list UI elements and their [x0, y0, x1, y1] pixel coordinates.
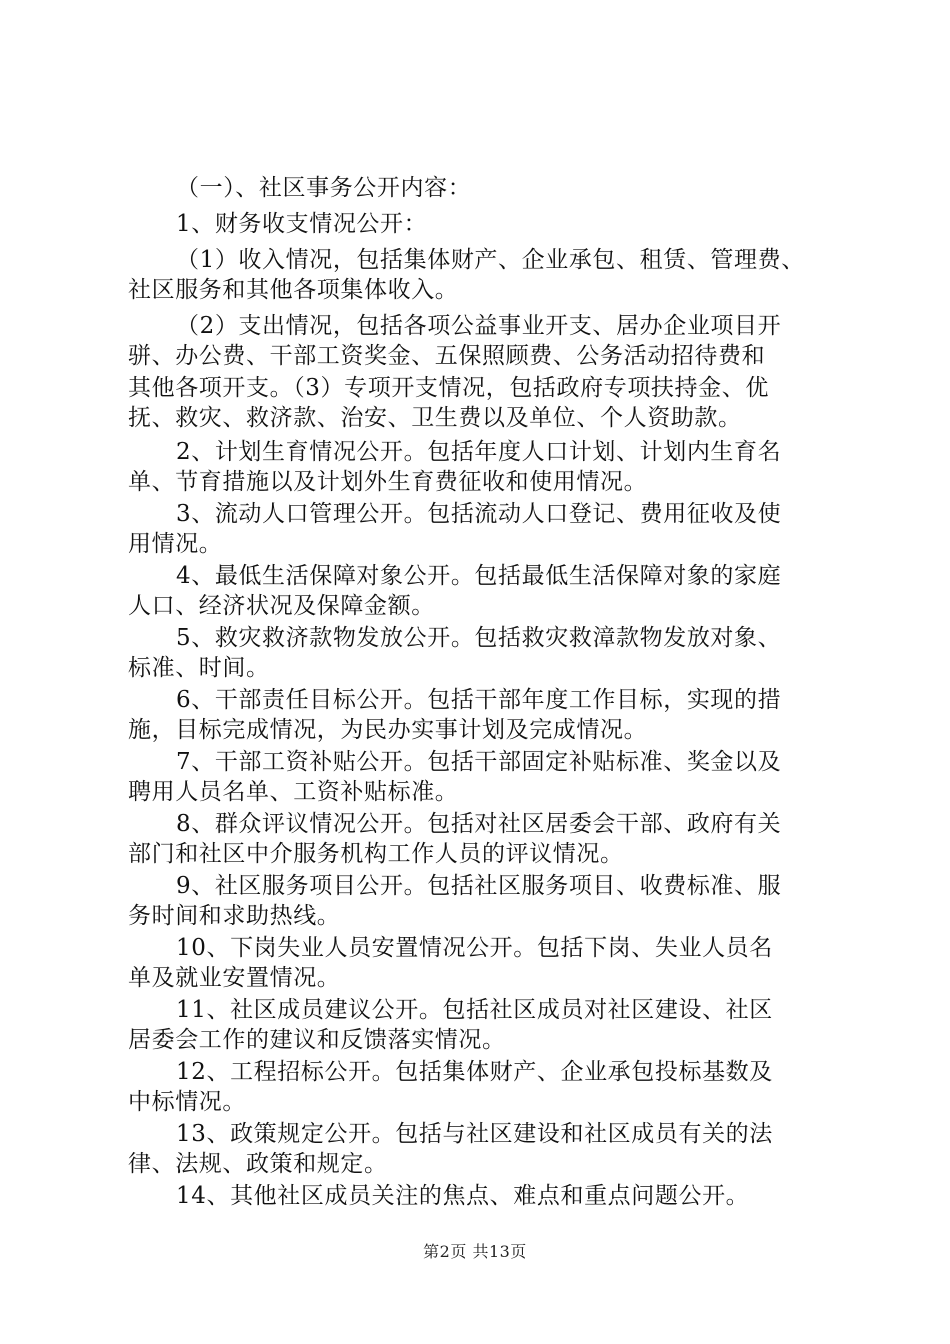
paragraph-line: 律、法规、政策和规定。: [128, 1151, 388, 1177]
paragraph-line: 9、社区服务项目公开。包括社区服务项目、收费标准、服: [176, 873, 782, 899]
paragraph-line: 2、计划生育情况公开。包括年度人口计划、计划内生育名: [176, 439, 782, 465]
paragraph-line: 4、最低生活保障对象公开。包括最低生活保障对象的家庭: [176, 563, 782, 589]
paragraph-line: 12、工程招标公开。包括集体财产、企业承包投标基数及: [176, 1059, 773, 1085]
paragraph-line: 抚、救灾、救济款、治安、卫生费以及单位、个人资助款。: [128, 405, 742, 431]
paragraph-line: 社区服务和其他各项集体收入。: [128, 277, 459, 303]
paragraph-line: 骈、办公费、干部工资奖金、五保照顾费、公务活动招待费和: [128, 343, 766, 369]
paragraph-line: 其他各项开支。（3）专项开支情况，包括政府专项扶持金、优: [128, 375, 769, 401]
paragraph-line: 聘用人员名单、工资补贴标准。: [128, 779, 459, 805]
paragraph-line: 8、群众评议情况公开。包括对社区居委会干部、政府有关: [176, 811, 782, 837]
paragraph-line: 用情况。: [128, 531, 223, 557]
paragraph-line: 11、社区成员建议公开。包括社区成员对社区建设、社区: [176, 997, 773, 1023]
page-footer: 第2页 共13页: [423, 1242, 527, 1261]
paragraph-line: 14、其他社区成员关注的焦点、难点和重点问题公开。: [176, 1183, 750, 1209]
paragraph-line: 施，目标完成情况，为民办实事计划及完成情况。: [128, 717, 648, 743]
paragraph-line: 人口、经济状况及保障金额。: [128, 593, 435, 619]
paragraph-line: 标准、时间。: [128, 655, 270, 681]
paragraph-line: 单及就业安置情况。: [128, 965, 341, 991]
paragraph-line: （1）收入情况，包括集体财产、企业承包、租赁、管理费、: [176, 247, 805, 273]
paragraph-line: 单、节育措施以及计划外生育费征收和使用情况。: [128, 469, 648, 495]
paragraph-line: 中标情况。: [128, 1089, 246, 1115]
paragraph-line: 居委会工作的建议和反馈落实情况。: [128, 1027, 506, 1053]
paragraph-line: 7、干部工资补贴公开。包括干部固定补贴标准、奖金以及: [176, 749, 782, 775]
paragraph-line: 5、救灾救济款物发放公开。包括救灾救漳款物发放对象、: [176, 625, 782, 651]
paragraph-line: 务时间和求助热线。: [128, 903, 341, 929]
section-heading: （一）、社区事务公开内容：: [176, 175, 472, 201]
paragraph-line: 6、干部责任目标公开。包括干部年度工作目标，实现的措: [176, 687, 782, 713]
paragraph-line: 1、财务收支情况公开：: [176, 211, 428, 237]
paragraph-line: 13、政策规定公开。包括与社区建设和社区成员有关的法: [176, 1121, 773, 1147]
paragraph-line: 部门和社区中介服务机构工作人员的评议情况。: [128, 841, 624, 867]
paragraph-line: （2）支出情况，包括各项公益事业开支、居办企业项目开: [176, 313, 782, 339]
paragraph-line: 10、下岗失业人员安置情况公开。包括下岗、失业人员名: [176, 935, 773, 961]
paragraph-line: 3、流动人口管理公开。包括流动人口登记、费用征收及使: [176, 501, 782, 527]
